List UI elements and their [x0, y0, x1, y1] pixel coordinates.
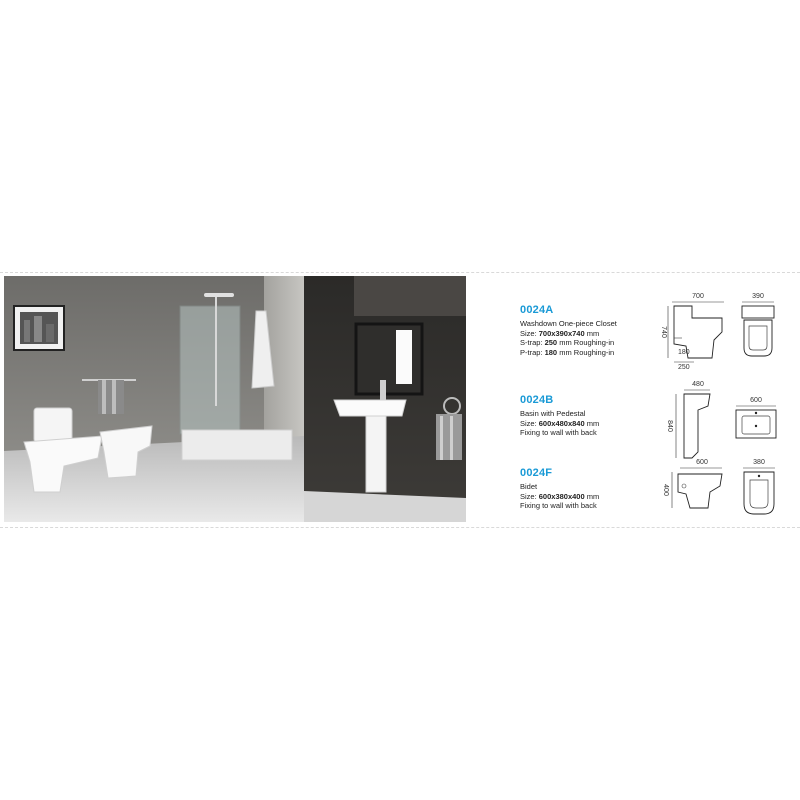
svg-text:480: 480	[692, 381, 704, 388]
bottom-dashed-rule	[0, 527, 800, 528]
mirror	[356, 324, 422, 394]
toilet-tank	[34, 408, 72, 442]
svg-text:250: 250	[678, 364, 690, 371]
glass-shower-panel	[180, 306, 240, 434]
svg-text:600: 600	[750, 397, 762, 404]
svg-text:600: 600	[696, 459, 708, 466]
towel	[98, 380, 124, 414]
svg-text:700: 700	[692, 293, 704, 300]
svg-text:380: 380	[753, 459, 765, 466]
basin-side-drawing	[664, 380, 714, 460]
svg-text:400: 400	[662, 484, 669, 496]
product-code: 0024A	[520, 304, 554, 316]
size-line: Size: 600x480x840 mm	[520, 418, 600, 428]
toilet-side-drawing	[660, 292, 732, 372]
bathroom-scene-photo	[4, 276, 466, 522]
shower-tray	[182, 430, 292, 460]
size-line: Size: 600x380x400 mm	[520, 491, 600, 501]
fixing-line: Fixing to wall with back	[520, 501, 597, 510]
product-name: Basin with Pedestal	[520, 409, 586, 418]
svg-text:180: 180	[678, 349, 690, 356]
product-name: Washdown One-piece Closet	[520, 319, 617, 328]
bidet-side-drawing	[660, 458, 724, 514]
svg-text:740: 740	[660, 326, 667, 338]
hand-towel	[436, 414, 462, 460]
product-name: Bidet	[520, 482, 538, 491]
product-spec-0024a	[520, 304, 670, 357]
basin-top-drawing	[734, 396, 778, 442]
svg-text:840: 840	[666, 420, 673, 432]
size-line: Size: 700x390x740 mm	[520, 328, 600, 338]
product-spec-0024b	[520, 394, 670, 438]
p-trap-line: P-trap: 180 mm Roughing-in	[520, 347, 615, 357]
bidet-top-drawing	[740, 458, 778, 518]
product-code: 0024B	[520, 394, 554, 406]
svg-text:390: 390	[752, 293, 764, 300]
basin	[334, 400, 406, 416]
s-trap-line: S-trap: 250 mm Roughing-in	[520, 338, 615, 347]
fixing-line: Fixing to wall with back	[520, 428, 597, 437]
top-dashed-rule	[0, 272, 800, 273]
pedestal	[366, 416, 386, 492]
product-spec-0024f	[520, 467, 670, 511]
toilet-top-drawing	[738, 292, 778, 362]
product-code: 0024F	[520, 467, 553, 479]
